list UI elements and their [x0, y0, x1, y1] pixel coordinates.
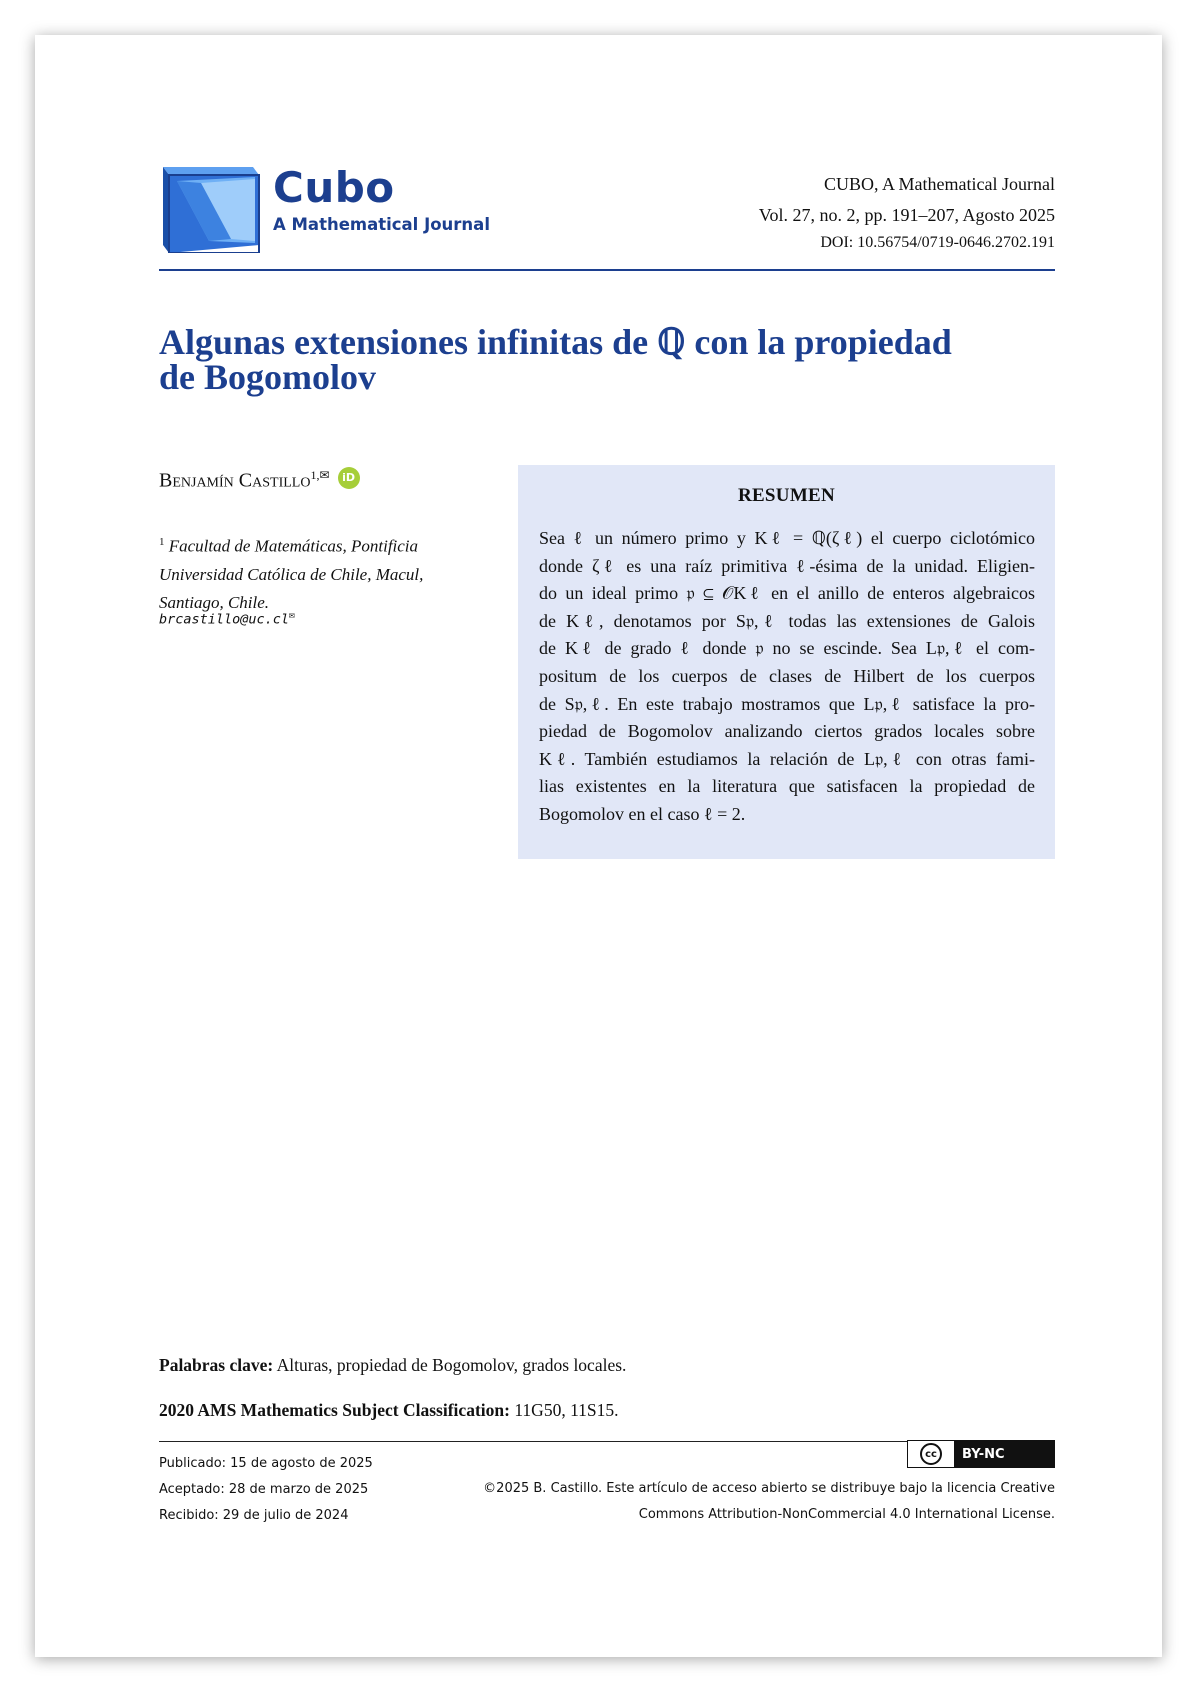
abstract-body [539, 525, 1035, 829]
email-address[interactable]: brcastillo@uc.cl [159, 611, 290, 628]
cc-license-badge[interactable] [907, 1440, 1055, 1468]
abstract-box [518, 465, 1055, 859]
affiliation-mark: 1 [159, 536, 165, 548]
affiliation-line: Santiago, Chile. [159, 592, 270, 612]
ams-label: 2020 AMS Mathematics Subject Classification: [159, 1400, 510, 1420]
article-title [159, 322, 1055, 397]
keywords-label: Palabras clave: [159, 1355, 274, 1375]
license-text [475, 1476, 1055, 1528]
cc-icon [908, 1441, 954, 1467]
affiliation-line: Universidad Católica de Chile, Macul, [159, 564, 424, 584]
abstract-line: de Kℓ, denotamos por S𝔭,ℓ todas las extensiones de Galois [539, 610, 1035, 631]
license-line: ©2025 B. Castillo. Este artículo de acceso abierto se distribuye bajo la licencia Creative [483, 1481, 1055, 1496]
keywords [159, 1355, 626, 1376]
logo-title: Cubo [273, 163, 395, 212]
journal-info [759, 168, 1055, 256]
author-name: Benjamín Castillo [159, 469, 311, 492]
title-line: Algunas extensiones infinitas de ℚ con la propiedad [159, 322, 952, 362]
abstract-line: de Kℓ de grado ℓ donde 𝔭 no se escinde. Sea L𝔭,ℓ el com- [539, 638, 1035, 659]
received-date: Recibido: 29 de julio de 2024 [159, 1508, 349, 1523]
license-line: Commons Attribution-NonCommercial 4.0 International License. [638, 1507, 1055, 1522]
abstract-line: positum de los cuerpos de clases de Hilbert de los cuerpos [539, 665, 1035, 686]
author-email[interactable] [159, 610, 295, 628]
author-marks: 1,✉ [310, 468, 330, 482]
title-line: de Bogomolov [159, 357, 377, 397]
affiliation-line: Facultad de Matemáticas, Pontificia [168, 536, 419, 556]
abstract-line: piedad de Bogomolov analizando ciertos grados locales sobre [539, 721, 1035, 742]
published-date: Publicado: 15 de agosto de 2025 [159, 1456, 373, 1471]
accepted-date: Aceptado: 28 de marzo de 2025 [159, 1482, 369, 1497]
journal-name: CUBO, A Mathematical Journal [824, 174, 1055, 194]
abstract-line: donde ζℓ es una raíz primitiva ℓ-ésima de la unidad. Eligien- [539, 555, 1035, 576]
abstract-line: Sea ℓ un número primo y Kℓ = ℚ(ζℓ) el cuerpo ciclotómico [539, 528, 1035, 548]
abstract-line: do un ideal primo 𝔭 ⊆ 𝒪Kℓ en el anillo de enteros algebraicos [539, 583, 1035, 604]
abstract-line: Kℓ. También estudiamos la relación de L𝔭,ℓ con otras fami- [539, 748, 1035, 769]
cc-symbol: cc [920, 1443, 942, 1465]
cc-label: BY-NC [962, 1446, 1005, 1462]
abstract-heading: RESUMEN [737, 485, 836, 506]
ams-codes: 11G50, 11S15. [514, 1400, 619, 1420]
header-divider [159, 269, 1055, 271]
abstract-line: Bogomolov en el caso ℓ = 2. [539, 803, 746, 824]
email-icon: ✉ [289, 610, 296, 621]
author-line [159, 468, 360, 493]
keywords-text: Alturas, propiedad de Bogomolov, grados locales. [276, 1355, 627, 1375]
abstract-line: lias existentes en la literatura que satisfacen la propiedad de [539, 776, 1035, 797]
page-content [159, 35, 1055, 1657]
ams-classification [159, 1400, 619, 1421]
affiliation [159, 528, 479, 617]
volume-line: Vol. 27, no. 2, pp. 191–207, Agosto 2025 [758, 205, 1055, 225]
doi-link[interactable]: DOI: 10.56754/0719-0646.2702.191 [820, 234, 1055, 251]
logo-subtitle: A Mathematical Journal [273, 215, 490, 234]
abstract-line: de S𝔭,ℓ. En este trabajo mostramos que L𝔭,ℓ satisface la pro- [539, 693, 1035, 714]
paper-page [35, 35, 1162, 1657]
orcid-icon[interactable]: iD [338, 467, 360, 489]
publication-dates [159, 1451, 373, 1529]
